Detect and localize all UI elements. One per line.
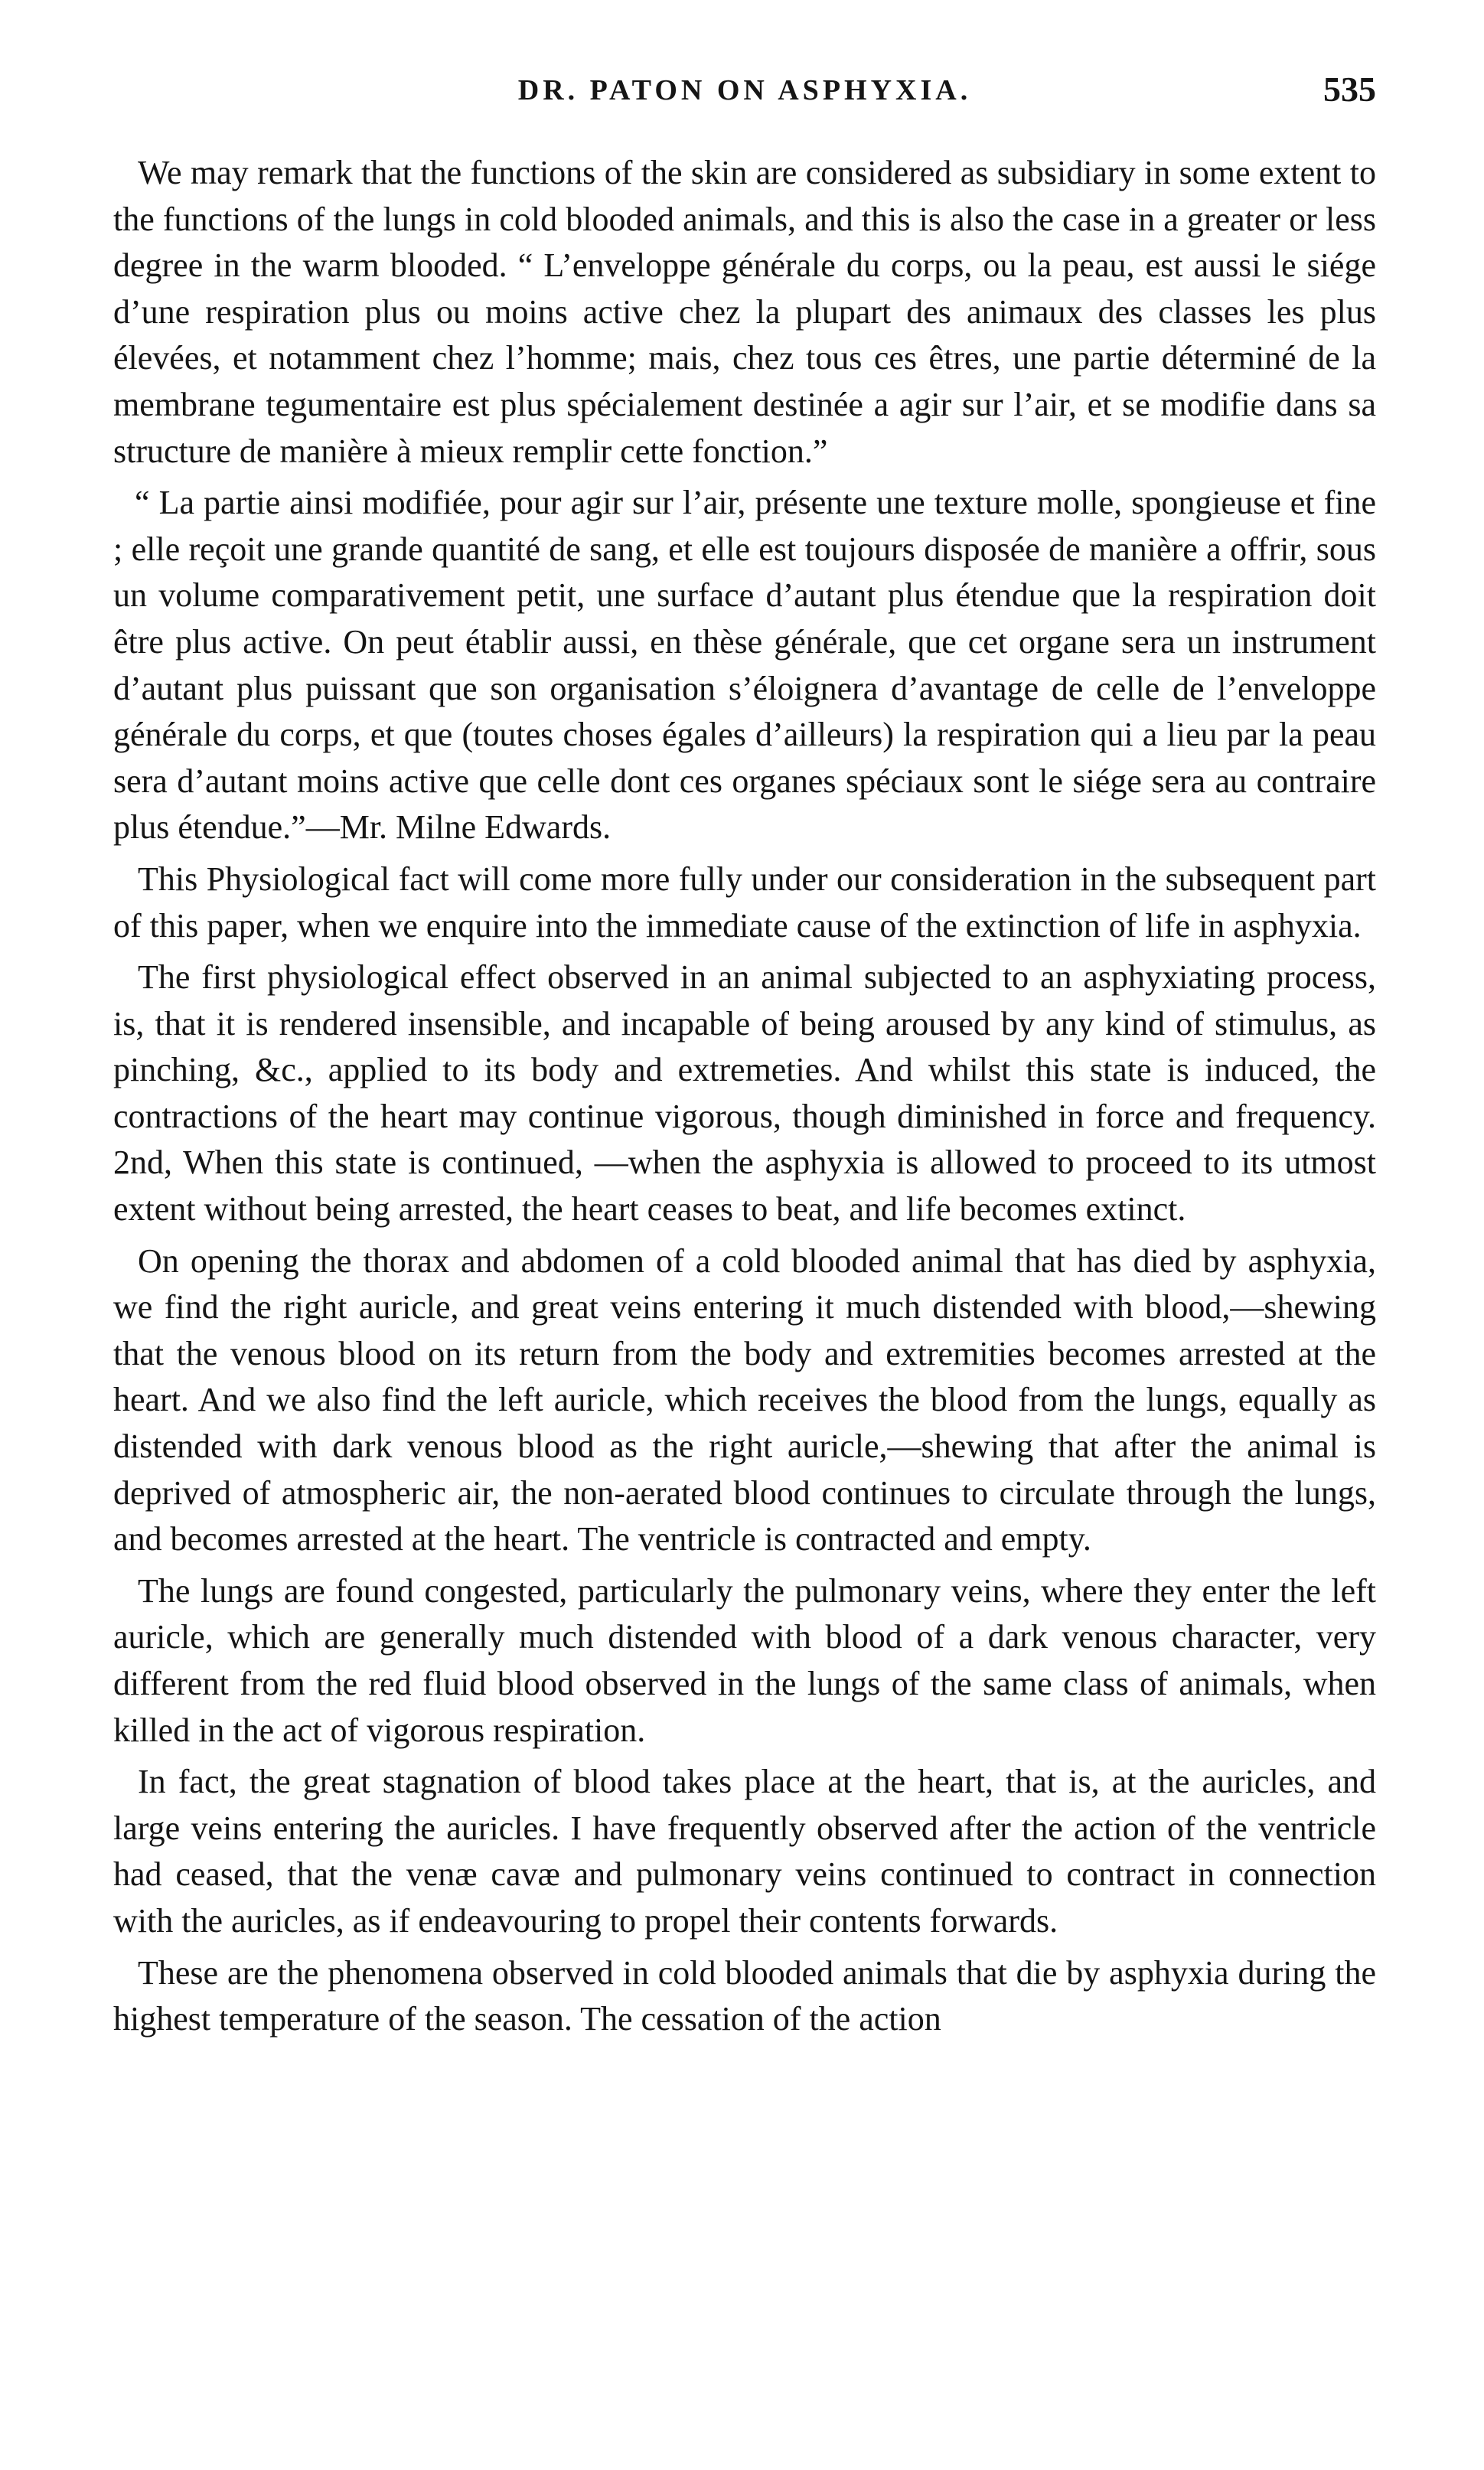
paragraph-physiological-fact: This Physiological fact will come more fully under our consideration in the subsequent part of this paper, when we enquire into the immediate cause of the extinction of life in asphyxia. — [113, 860, 1376, 945]
paragraph-phenomena: These are the phenomena observed in cold blooded animals that die by asphyxia during the highest temperature of the season. The cessation of the action — [113, 1953, 1376, 2038]
paragraph-lungs-congested: The lungs are found congested, particularly the pulmonary veins, where they enter the left auricle, which are generally much distended with blood of a dark venous character, very different from the red fluid blood observed in the lungs of the same class of animals, when killed in the act of vigorous respiration. — [113, 1571, 1376, 1749]
running-title: DR. PATON ON ASPHYXIA. — [517, 74, 972, 106]
running-head — [113, 69, 1376, 122]
paragraph-stagnation: In fact, the great stagnation of blood takes place at the heart, that is, at the auricles, and large veins entering the auricles. I have frequently observed after the action of the ventricle had ceased, that the venæ cavæ and pulmonary veins continued to contract in connection with the auricles, as if endeavouring to propel their contents forwards. — [113, 1763, 1376, 1940]
paragraph-first-effect: The first physiological effect observed in an animal subjected to an asphyxiating process, is, that it is rendered insensible, and incapable of being aroused by any kind of stimulus, as pinching, &c., applied to its body and extremeties. And whilst this state is induced, the contractions of the heart may continue vigorous, though diminished in force and frequency. 2nd, When this state is continued, —when the asphyxia is allowed to proceed to its utmost extent without being arrested, the heart ceases to beat, and life becomes extinct. — [113, 958, 1376, 1228]
paragraph-skin-respiration: We may remark that the functions of the skin are considered as subsidiary in some extent to the functions of the lungs in cold blooded animals, and this is also the case in a greater or less degree in the warm blooded. “ L’enveloppe générale du corps, ou la peau, est aussi le siége d’une respiration plus ou moins active chez la plupart des animaux des classes les plus élevées, et notamment chez l’homme; mais, chez tous ces êtres, une partie déterminé de la membrane tegumentaire est plus spécialement destinée a agir sur l’air, et se modifie dans sa structure de manière à mieux remplir cette fonction.” — [113, 154, 1376, 470]
paragraph-opening-thorax: On opening the thorax and abdomen of a cold blooded animal that has died by asphyxia, we find the right auricle, and great veins entering it much distended with blood,—shewing that the venous blood on its return from the body and extremities becomes arrested at the heart. And we also find the left auricle, which receives the blood from the lungs, equally as distended with dark venous blood as the right auricle,—shewing that after the animal is deprived of atmospheric air, the non-aerated blood continues to circulate through the lungs, and becomes arrested at the heart. The ventricle is contracted and empty. — [113, 1242, 1376, 1558]
paragraph-french-quotation: “ La partie ainsi modifiée, pour agir sur l’air, présente une texture molle, spongieuse et fine ; elle reçoit une grande quantité de sang, et elle est toujours disposée de manière a offrir, sous un volume comparativement petit, une surface d’autant plus étendue que la respiration doit être plus active. On peut établir aussi, en thèse générale, que cet organe sera un instrument d’autant plus puissant que son organisation s’éloignera d’avantage de celle de l’enveloppe générale du corps, et que (toutes choses égales d’ailleurs) la respiration qui a lieu par la peau sera d’autant moins active que celle dont ces organes spéciaux sont le siége sera au contraire plus étendue.”—Mr. Milne Edwards. — [113, 484, 1376, 847]
page-number: 535 — [1323, 70, 1376, 109]
body-text — [113, 150, 1376, 2048]
